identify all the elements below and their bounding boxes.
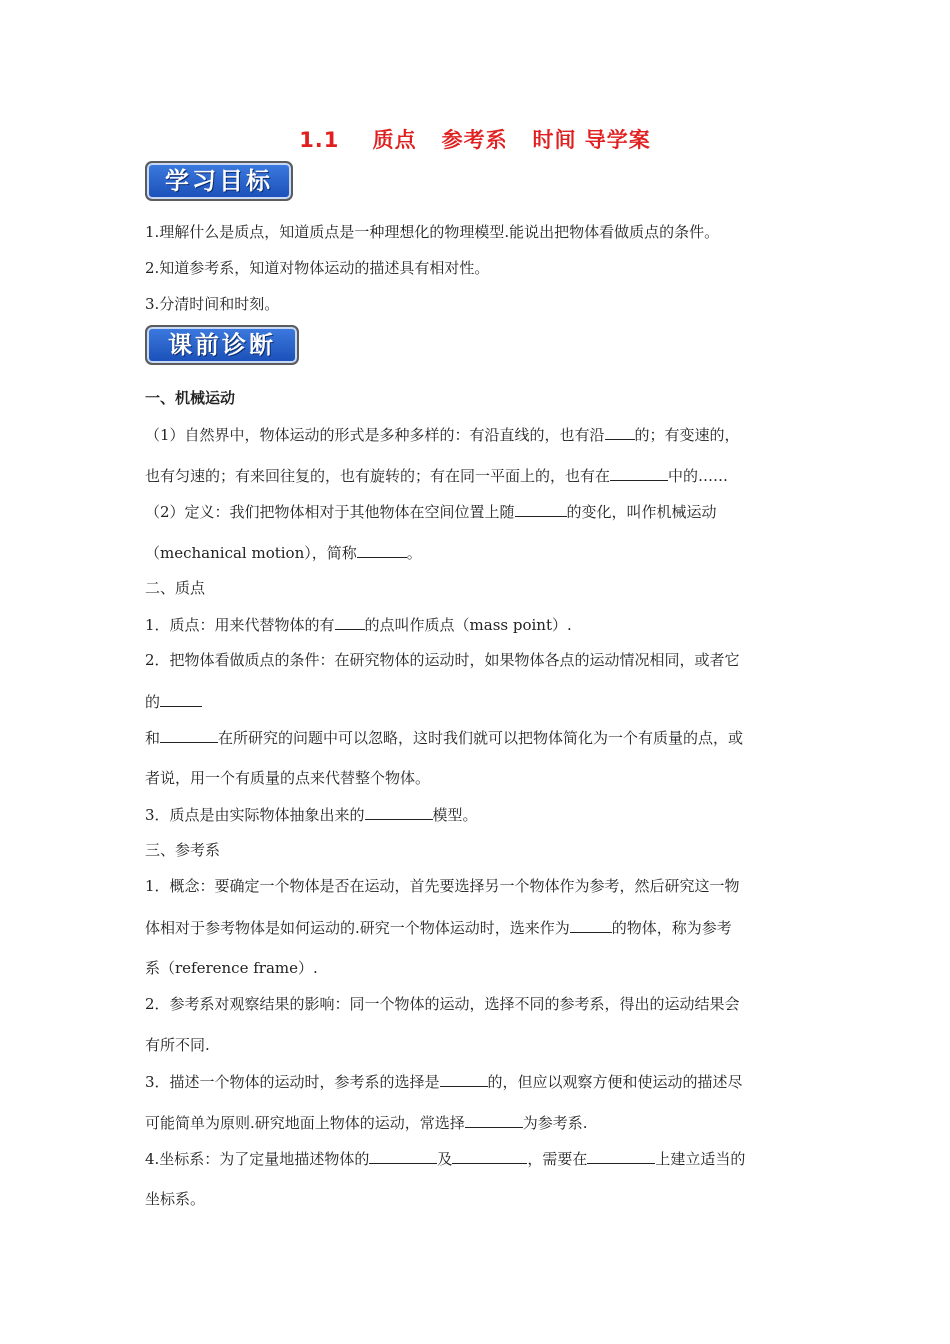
paragraph-line xyxy=(145,424,810,445)
paragraph-line xyxy=(145,1112,810,1133)
text-segment: 4.坐标系：为了定量地描述物体的 xyxy=(145,1150,370,1168)
fill-blank xyxy=(335,614,365,630)
text-segment: 1．质点：用来代替物体的有 xyxy=(145,616,335,634)
paragraph-line xyxy=(145,501,810,522)
paragraph-line xyxy=(145,1148,810,1169)
text-segment: 的变化，叫作机械运动 xyxy=(566,503,717,521)
text-segment: 在所研究的问题中可以忽略，这时我们就可以把物体简化为一个有质量的点，或 xyxy=(218,729,744,747)
paragraph-line xyxy=(145,804,810,825)
text-segment: 也有匀速的；有来回往复的，也有旋转的；有在同一平面上的，也有在 xyxy=(145,467,611,485)
fill-blank xyxy=(440,1071,488,1087)
paragraph-line: 坐标系。 xyxy=(145,1190,206,1208)
goal-item: 3.分清时间和时刻。 xyxy=(145,295,280,313)
text-segment: 3．描述一个物体的运动时，参考系的选择是 xyxy=(145,1073,440,1091)
fill-blank xyxy=(357,542,407,558)
goal-item: 2.知道参考系，知道对物体运动的描述具有相对性。 xyxy=(145,259,490,277)
section-heading: 三、参考系 xyxy=(145,841,221,859)
paragraph-line xyxy=(145,691,810,712)
text-segment: 。 xyxy=(406,544,422,562)
fill-blank xyxy=(605,424,635,440)
paragraph-line xyxy=(145,1071,810,1092)
fill-blank xyxy=(160,691,202,707)
paragraph-line: 者说，用一个有质量的点来代替整个物体。 xyxy=(145,769,431,787)
learning-goals-badge: 学习目标 xyxy=(145,161,293,201)
paragraph-line xyxy=(145,727,810,748)
paragraph-line: 系（reference frame）. xyxy=(145,959,318,977)
fill-blank xyxy=(160,727,218,743)
fill-blank xyxy=(610,465,668,481)
pre-class-diagnosis-badge: 课前诊断 xyxy=(145,325,299,365)
goal-item: 1.理解什么是质点，知道质点是一种理想化的物理模型.能说出把物体看做质点的条件。 xyxy=(145,223,720,241)
text-segment: 及 xyxy=(437,1150,453,1168)
fill-blank xyxy=(369,1148,437,1164)
text-segment: （1）自然界中，物体运动的形式是多种多样的：有沿直线的，也有沿 xyxy=(145,426,605,444)
paragraph-line xyxy=(145,917,810,938)
section-heading: 一、机械运动 xyxy=(145,389,236,407)
text-segment: 上建立适当的 xyxy=(655,1150,746,1168)
text-segment: （mechanical motion），简称 xyxy=(145,544,357,562)
paragraph-line: 2．把物体看做质点的条件：在研究物体的运动时，如果物体各点的运动情况相同，或者它 xyxy=(145,651,740,669)
text-segment: （2）定义：我们把物体相对于其他物体在空间位置上随 xyxy=(145,503,515,521)
text-segment: 中的…… xyxy=(668,467,729,485)
text-segment: 可能简单为原则.研究地面上物体的运动，常选择 xyxy=(145,1114,465,1132)
page-title: 1.1 质点 参考系 时间 导学案 xyxy=(299,128,651,152)
fill-blank xyxy=(570,917,612,933)
text-segment: 的；有变速的， xyxy=(634,426,740,444)
fill-blank xyxy=(465,1112,523,1128)
text-segment: 的点叫作质点（mass point）. xyxy=(364,616,572,634)
text-segment: 的，但应以观察方便和使运动的描述尽 xyxy=(487,1073,743,1091)
paragraph-line xyxy=(145,542,810,563)
fill-blank xyxy=(587,1148,655,1164)
text-segment: 的物体，称为参考 xyxy=(611,919,732,937)
paragraph-line xyxy=(145,465,810,486)
fill-blank xyxy=(515,501,567,517)
paragraph-line xyxy=(145,614,810,635)
fill-blank xyxy=(452,1148,527,1164)
text-segment: 3．质点是由实际物体抽象出来的 xyxy=(145,806,365,824)
text-segment: 和 xyxy=(145,729,161,747)
fill-blank xyxy=(365,804,433,820)
text-segment: 的 xyxy=(145,693,161,711)
text-segment: ，需要在 xyxy=(527,1150,588,1168)
paragraph-line: 有所不同. xyxy=(145,1036,210,1054)
section-heading: 二、质点 xyxy=(145,579,206,597)
paragraph-line: 1．概念：要确定一个物体是否在运动，首先要选择另一个物体作为参考，然后研究这一物 xyxy=(145,877,740,895)
paragraph-line: 2．参考系对观察结果的影响：同一个物体的运动，选择不同的参考系，得出的运动结果会 xyxy=(145,995,740,1013)
text-segment: 为参考系. xyxy=(522,1114,588,1132)
text-segment: 模型。 xyxy=(432,806,478,824)
text-segment: 体相对于参考物体是如何运动的.研究一个物体运动时，选来作为 xyxy=(145,919,570,937)
